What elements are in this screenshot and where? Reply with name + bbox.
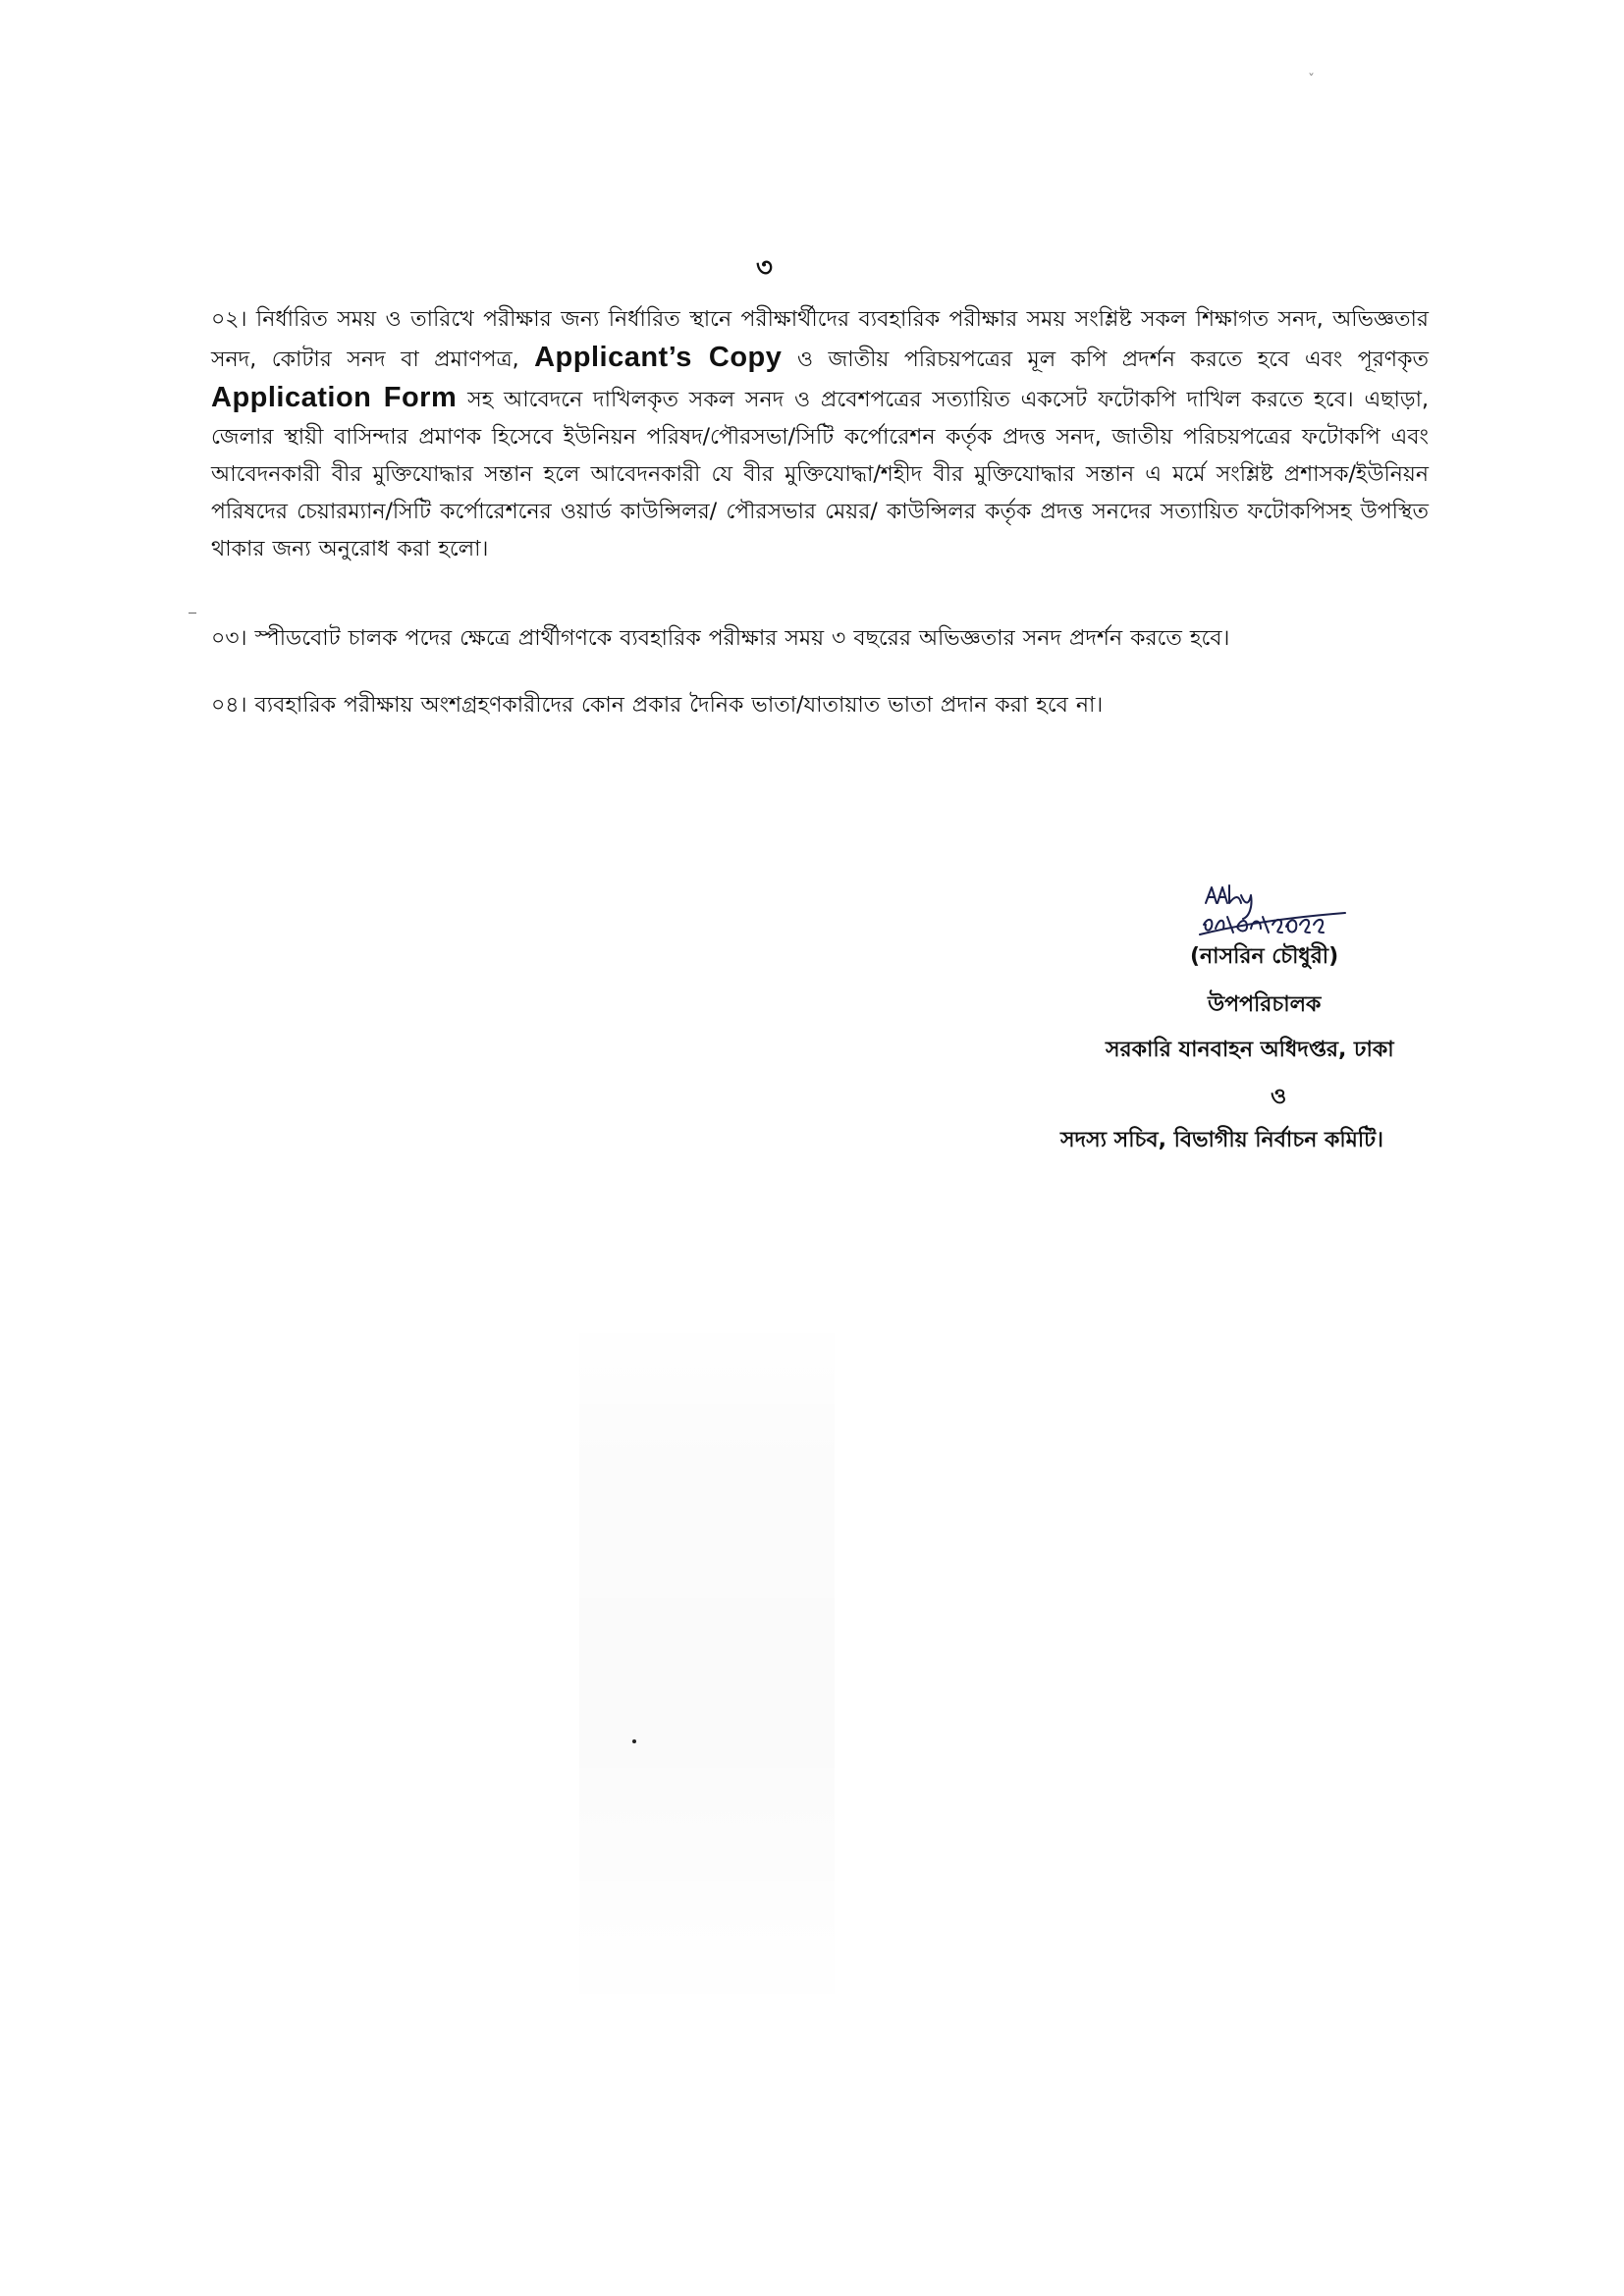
applicant-copy-term: Applicant’s Copy xyxy=(534,342,783,373)
paragraph-number: ০৩। xyxy=(211,626,247,651)
signatory-office: সরকারি যানবাহন অধিদপ্তর, ঢাকা xyxy=(1106,1038,1394,1062)
scan-speck: ˇ xyxy=(1308,73,1315,88)
signatory-title: উপপরিচালক xyxy=(1208,992,1322,1017)
paragraph-02 xyxy=(211,301,1429,568)
paragraph-04 xyxy=(211,687,1429,724)
paragraph-text: নির্ধারিত সময় ও তারিখে পরীক্ষার জন্য নির্ধারিত স্থানে পরীক্ষার্থীদের ব্যবহারিক পরীক্ষার সময় সংশ্লিষ্ট সকল শিক্ষাগত সনদ, অভিজ্ঞতার সনদ, কোটার সনদ বা প্রমাণপত্র, xyxy=(211,307,1429,372)
handwritten-signature xyxy=(1198,874,1355,942)
paragraph-text: স্পীডবোট চালক পদের ক্ষেত্রে প্রার্থীগণকে ব্যবহারিক পরীক্ষার সময় ৩ বছরের অভিজ্ঞতার সনদ প্রদর্শন করতে হবে। xyxy=(246,626,1230,651)
signatory-committee-role: সদস্য সচিব, বিভাগীয় নির্বাচন কমিটি। xyxy=(1060,1128,1384,1152)
bleed-through-shadow xyxy=(579,1315,835,2022)
application-form-term: Application Form xyxy=(211,382,458,413)
signatory-name: (নাসরিন চৌধুরী) xyxy=(1190,944,1339,969)
scan-dot xyxy=(632,1739,636,1743)
paragraph-text: ও জাতীয় পরিচয়পত্রের মূল কপি প্রদর্শন করতে হবে এবং পূরণকৃত xyxy=(782,347,1430,372)
signature-block xyxy=(1060,874,1473,1158)
paragraph-number: ০২। xyxy=(211,307,247,332)
page-number: ৩ xyxy=(756,253,773,283)
paragraph-03 xyxy=(211,620,1429,658)
paragraph-text: সহ আবেদনে দাখিলকৃত সকল সনদ ও প্রবেশপত্রের সত্যায়িত একসেট ফটোকপি দাখিল করতে হবে। এছাড়া, জেলার স্থায়ী বাসিন্দার প্রমাণক হিসেবে ইউনিয়ন পরিষদ/পৌরসভা/সিটি কর্পোরেশন কর্তৃক প্রদত্ত সনদ, জাতীয় পরিচয়পত্রের ফটোকপি এবং আবেদনকারী বীর মুক্তিযোদ্ধার সন্তান হলে আবেদনকারী যে বীর মুক্তিযোদ্ধা/শহীদ বীর মুক্তিযোদ্ধার সন্তান এ মর্মে সংশ্লিষ্ট প্রশাসক/ইউনিয়ন পরিষদের চেয়ারম্যান/সিটি কর্পোরেশনের ওয়ার্ড কাউন্সিলর/ পৌরসভার মেয়র/ কাউন্সিলর কর্তৃক প্রদত্ত সনদের সত্যায়িত ফটোকপিসহ উপস্থিত থাকার জন্য অনুরোধ করা হলো। xyxy=(211,388,1430,561)
paragraph-number: ০৪। xyxy=(211,693,247,718)
scan-mark xyxy=(189,613,196,614)
signatory-conjunction: ও xyxy=(1271,1085,1287,1109)
paragraph-text: ব্যবহারিক পরীক্ষায় অংশগ্রহণকারীদের কোন প্রকার দৈনিক ভাতা/যাতায়াত ভাতা প্রদান করা হবে না। xyxy=(246,693,1104,718)
